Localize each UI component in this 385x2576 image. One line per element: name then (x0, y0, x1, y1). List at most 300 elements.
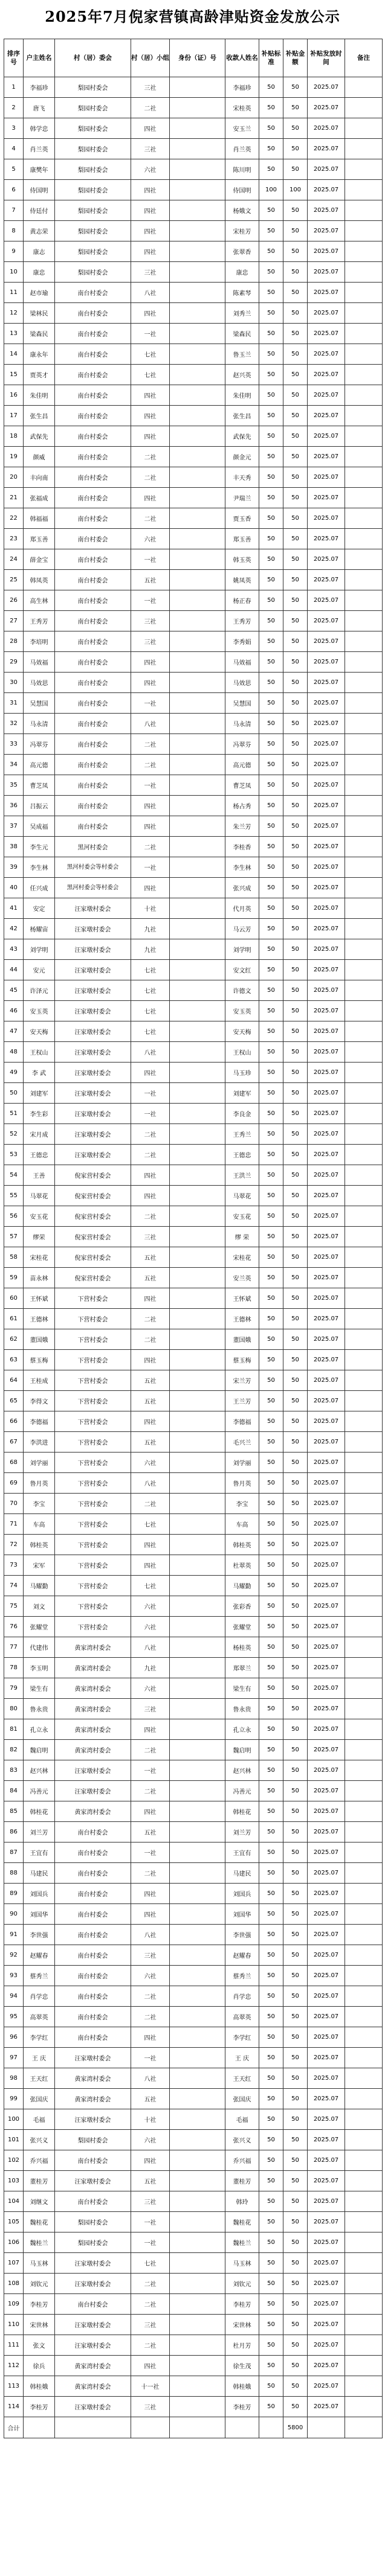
table-row (4, 837, 383, 857)
subsidy-amount: 50 (283, 344, 308, 365)
payee: 刘国兵 (225, 1884, 259, 1904)
col-village-group-header: 村（居）小组 (131, 39, 170, 77)
row-index: 44 (4, 960, 24, 980)
row-index: 15 (4, 365, 24, 385)
subsidy-standard: 50 (259, 1370, 283, 1391)
subsidy-standard: 50 (259, 1966, 283, 1986)
payee: 董国娥 (225, 1329, 259, 1350)
table-row (4, 406, 383, 426)
id-number (170, 919, 225, 939)
remark (345, 1658, 383, 1678)
id-number (170, 1473, 225, 1494)
village-group: 二社 (131, 1863, 170, 1884)
subsidy-standard: 50 (259, 1473, 283, 1494)
payee: 毛福 (225, 2109, 259, 2130)
subsidy-standard: 50 (259, 344, 283, 365)
village-committee: 梨园村委会 (55, 98, 131, 118)
id-number (170, 118, 225, 139)
subsidy-amount: 50 (283, 2048, 308, 2068)
village-group: 七社 (131, 980, 170, 1001)
remark (345, 200, 383, 221)
id-number (170, 1801, 225, 1822)
row-index: 79 (4, 1678, 24, 1699)
table-row (4, 631, 383, 652)
household-head: 高元德 (24, 755, 55, 775)
payee: 魏桂花 (225, 2212, 259, 2232)
id-number (170, 344, 225, 365)
village-group: 二社 (131, 2294, 170, 2315)
household-head: 马建民 (24, 1863, 55, 1884)
row-index: 65 (4, 1391, 24, 1411)
id-number (170, 1042, 225, 1063)
remark (345, 1227, 383, 1247)
payee: 马建民 (225, 1863, 259, 1884)
table-row (4, 1473, 383, 1494)
village-group: 五社 (131, 2089, 170, 2109)
id-number (170, 200, 225, 221)
village-group: 三社 (131, 77, 170, 98)
payee: 赵兴英 (225, 365, 259, 385)
total-label: 合计 (4, 2417, 24, 2438)
row-index: 21 (4, 488, 24, 508)
pay-time: 2025.07 (308, 344, 345, 365)
table-row (4, 611, 383, 631)
village-group: 四社 (131, 303, 170, 324)
remark (345, 1309, 383, 1329)
subsidy-standard: 50 (259, 1021, 283, 1042)
village-committee: 汪家墩村委会 (55, 1042, 131, 1063)
subsidy-standard: 50 (259, 262, 283, 283)
payee: 李秀娟 (225, 631, 259, 652)
subsidy-amount: 50 (283, 1021, 308, 1042)
remark (345, 631, 383, 652)
subsidy-standard: 50 (259, 837, 283, 857)
remark (345, 1104, 383, 1124)
subsidy-amount: 50 (283, 1329, 308, 1350)
remark (345, 1021, 383, 1042)
household-head: 曹芝凤 (24, 775, 55, 796)
village-committee: 下营村委会 (55, 1494, 131, 1514)
payee: 宋世林 (225, 2315, 259, 2335)
table-row (4, 1432, 383, 1453)
subsidy-standard: 50 (259, 2253, 283, 2274)
village-group: 一社 (131, 1843, 170, 1863)
row-index: 47 (4, 1021, 24, 1042)
id-number (170, 693, 225, 714)
table-row (4, 2335, 383, 2356)
id-number (170, 1884, 225, 1904)
row-index: 14 (4, 344, 24, 365)
id-number (170, 426, 225, 447)
row-index: 68 (4, 1453, 24, 1473)
village-group: 三社 (131, 2397, 170, 2417)
village-group: 九社 (131, 1658, 170, 1678)
row-index: 111 (4, 2335, 24, 2356)
pay-time: 2025.07 (308, 1206, 345, 1227)
remark (345, 1391, 383, 1411)
household-head: 刘国兵 (24, 1884, 55, 1904)
remark (345, 1370, 383, 1391)
id-number (170, 529, 225, 549)
row-index: 32 (4, 714, 24, 734)
subsidy-standard: 50 (259, 303, 283, 324)
village-committee: 梨园村委会 (55, 241, 131, 262)
subsidy-amount: 50 (283, 1699, 308, 1719)
id-number (170, 1104, 225, 1124)
pay-time: 2025.07 (308, 1124, 345, 1145)
payee: 姚凤英 (225, 570, 259, 590)
table-row (4, 1042, 383, 1063)
payee: 宋兰芳 (225, 1370, 259, 1391)
id-number (170, 980, 225, 1001)
village-group: 二社 (131, 2274, 170, 2294)
remark (345, 529, 383, 549)
household-head: 康志 (24, 241, 55, 262)
id-number (170, 1063, 225, 1083)
table-row (4, 1863, 383, 1884)
payee: 王秀芳 (225, 611, 259, 631)
household-head: 梁森民 (24, 324, 55, 344)
village-committee: 梨园村委会 (55, 221, 131, 241)
table-row (4, 180, 383, 200)
id-number (170, 1206, 225, 1227)
table-row (4, 2315, 383, 2335)
village-group: 二社 (131, 1494, 170, 1514)
remark (345, 98, 383, 118)
village-group: 七社 (131, 960, 170, 980)
village-group: 四社 (131, 1165, 170, 1186)
village-group: 四社 (131, 221, 170, 241)
subsidy-amount: 50 (283, 385, 308, 406)
row-index: 36 (4, 796, 24, 816)
household-head: 宋军 (24, 1555, 55, 1576)
village-committee: 下营村委会 (55, 1576, 131, 1596)
remark (345, 2253, 383, 2274)
village-committee: 黄家湾村委会 (55, 2068, 131, 2089)
remark (345, 426, 383, 447)
table-row (4, 1535, 383, 1555)
village-committee: 南台村委会 (55, 1843, 131, 1863)
remark (345, 262, 383, 283)
payee: 刘秀兰 (225, 303, 259, 324)
payee: 李桂芳 (225, 2294, 259, 2315)
subsidy-standard: 50 (259, 980, 283, 1001)
pay-time: 2025.07 (308, 980, 345, 1001)
table-row (4, 1268, 383, 1288)
subsidy-amount: 50 (283, 1617, 308, 1637)
row-index: 100 (4, 2109, 24, 2130)
subsidy-amount: 50 (283, 837, 308, 857)
payee: 马玉林 (225, 2253, 259, 2274)
id-number (170, 2007, 225, 2027)
remark (345, 2007, 383, 2027)
household-head: 吕振云 (24, 796, 55, 816)
payee: 鲁玉兰 (225, 344, 259, 365)
id-number (170, 549, 225, 570)
payee: 安兰英 (225, 1268, 259, 1288)
subsidy-standard: 50 (259, 2315, 283, 2335)
payee: 魏启明 (225, 1740, 259, 1760)
subsidy-standard: 50 (259, 2376, 283, 2397)
subsidy-amount: 50 (283, 1124, 308, 1145)
household-head: 蔡玉梅 (24, 1350, 55, 1370)
village-committee: 南台村委会 (55, 714, 131, 734)
payee: 车高 (225, 1514, 259, 1535)
remark (345, 837, 383, 857)
subsidy-amount: 50 (283, 1719, 308, 1740)
subsidy-standard: 50 (259, 1781, 283, 1801)
id-number (170, 2253, 225, 2274)
subsidy-standard: 50 (259, 1432, 283, 1453)
table-footer (4, 2417, 383, 2438)
remark (345, 2397, 383, 2417)
pay-time: 2025.07 (308, 2356, 345, 2376)
village-committee: 黑河村委会 (55, 837, 131, 857)
subsidy-amount: 50 (283, 2007, 308, 2027)
subsidy-standard: 50 (259, 1535, 283, 1555)
pay-time: 2025.07 (308, 1576, 345, 1596)
household-head: 刘学明 (24, 939, 55, 960)
payee: 李德福 (225, 1411, 259, 1432)
row-index: 73 (4, 1555, 24, 1576)
remark (345, 1822, 383, 1843)
subsidy-standard: 50 (259, 1555, 283, 1576)
id-number (170, 1329, 225, 1350)
remark (345, 1884, 383, 1904)
payee: 魏桂兰 (225, 2232, 259, 2253)
table-row (4, 734, 383, 755)
subsidy-standard: 50 (259, 939, 283, 960)
subsidy-amount: 50 (283, 1535, 308, 1555)
remark (345, 467, 383, 488)
village-committee: 黄家湾村委会 (55, 1658, 131, 1678)
row-index: 52 (4, 1124, 24, 1145)
subsidy-standard: 50 (259, 488, 283, 508)
pay-time: 2025.07 (308, 2315, 345, 2335)
id-number (170, 652, 225, 673)
id-number (170, 2212, 225, 2232)
village-committee: 下营村委会 (55, 1514, 131, 1535)
village-committee: 南台村委会 (55, 385, 131, 406)
id-number (170, 878, 225, 898)
row-index: 60 (4, 1288, 24, 1309)
subsidy-amount: 50 (283, 939, 308, 960)
pay-time: 2025.07 (308, 365, 345, 385)
subsidy-amount: 50 (283, 2027, 308, 2048)
village-committee: 黄家湾村委会 (55, 1637, 131, 1658)
village-group: 五社 (131, 1370, 170, 1391)
household-head: 赵兴林 (24, 1760, 55, 1781)
row-index: 31 (4, 693, 24, 714)
pay-time: 2025.07 (308, 1637, 345, 1658)
household-head: 李桂芳 (24, 2397, 55, 2417)
row-index: 58 (4, 1247, 24, 1268)
household-head: 董国娥 (24, 1329, 55, 1350)
payee: 肖兰英 (225, 139, 259, 159)
remark (345, 1247, 383, 1268)
subsidy-amount: 50 (283, 2068, 308, 2089)
table-row (4, 139, 383, 159)
village-committee: 南台村委会 (55, 365, 131, 385)
payee: 宋桂英 (225, 98, 259, 118)
table-row (4, 2212, 383, 2232)
col-household-head-header: 户主姓名 (24, 39, 55, 77)
remark (345, 2150, 383, 2171)
payee: 马玉珍 (225, 1063, 259, 1083)
pay-time: 2025.07 (308, 1494, 345, 1514)
table-row (4, 755, 383, 775)
remark (345, 1576, 383, 1596)
payee: 曹芝凤 (225, 775, 259, 796)
household-head: 魏桂花 (24, 2212, 55, 2232)
payee: 李良金 (225, 1104, 259, 1124)
remark (345, 221, 383, 241)
id-number (170, 1535, 225, 1555)
id-number (170, 2274, 225, 2294)
village-group: 六社 (131, 1596, 170, 1617)
remark (345, 2068, 383, 2089)
subsidy-amount: 50 (283, 775, 308, 796)
village-committee: 南台村委会 (55, 590, 131, 611)
subsidy-standard: 50 (259, 2007, 283, 2027)
remark (345, 2212, 383, 2232)
subsidy-amount: 50 (283, 426, 308, 447)
household-head: 韩福福 (24, 508, 55, 529)
pay-time: 2025.07 (308, 139, 345, 159)
subsidy-amount: 50 (283, 2315, 308, 2335)
household-head: 侍廷付 (24, 200, 55, 221)
row-index: 26 (4, 590, 24, 611)
subsidy-amount: 50 (283, 303, 308, 324)
village-group: 三社 (131, 1945, 170, 1966)
payee: 杜月芳 (225, 2335, 259, 2356)
table-row (4, 1986, 383, 2007)
household-head: 刘建军 (24, 1083, 55, 1104)
row-index: 7 (4, 200, 24, 221)
subsidy-standard: 50 (259, 508, 283, 529)
village-committee: 黄家湾村委会 (55, 2376, 131, 2397)
pay-time: 2025.07 (308, 2191, 345, 2212)
subsidy-amount: 50 (283, 796, 308, 816)
id-number (170, 221, 225, 241)
pay-time: 2025.07 (308, 1740, 345, 1760)
village-committee: 黑河村委会等村委会 (55, 878, 131, 898)
table-row (4, 1309, 383, 1329)
village-committee: 黄家湾村委会 (55, 2089, 131, 2109)
table-row (4, 200, 383, 221)
pay-time: 2025.07 (308, 159, 345, 180)
pay-time: 2025.07 (308, 467, 345, 488)
village-committee: 下营村委会 (55, 1391, 131, 1411)
subsidy-amount: 50 (283, 693, 308, 714)
remark (345, 570, 383, 590)
remark (345, 1350, 383, 1370)
table-row (4, 488, 383, 508)
subsidy-standard: 50 (259, 98, 283, 118)
pay-time: 2025.07 (308, 98, 345, 118)
col-standard-header: 补贴标准 (259, 39, 283, 77)
payee: 马永清 (225, 714, 259, 734)
subsidy-amount: 50 (283, 611, 308, 631)
subsidy-standard: 50 (259, 796, 283, 816)
household-head: 丰向南 (24, 467, 55, 488)
row-index: 57 (4, 1227, 24, 1247)
village-committee: 南台村委会 (55, 2007, 131, 2027)
remark (345, 816, 383, 837)
subsidy-amount: 50 (283, 1411, 308, 1432)
remark (345, 1288, 383, 1309)
village-committee: 汪家墩村委会 (55, 2253, 131, 2274)
pay-time: 2025.07 (308, 180, 345, 200)
pay-time: 2025.07 (308, 652, 345, 673)
subsidy-standard: 50 (259, 2130, 283, 2150)
village-committee: 梨园村委会 (55, 200, 131, 221)
payee: 冯翠芬 (225, 734, 259, 755)
village-group: 七社 (131, 1001, 170, 1021)
household-head: 张耀堂 (24, 1617, 55, 1637)
subsidy-standard: 50 (259, 2150, 283, 2171)
pay-time: 2025.07 (308, 1617, 345, 1637)
id-number (170, 1658, 225, 1678)
row-index: 4 (4, 139, 24, 159)
payee: 赵耀春 (225, 1945, 259, 1966)
village-committee: 南台村委会 (55, 1904, 131, 1925)
row-index: 81 (4, 1719, 24, 1740)
subsidy-standard: 50 (259, 529, 283, 549)
row-index: 18 (4, 426, 24, 447)
row-index: 113 (4, 2376, 24, 2397)
pay-time: 2025.07 (308, 1411, 345, 1432)
payee: 王权山 (225, 1042, 259, 1063)
pay-time: 2025.07 (308, 570, 345, 590)
payee: 张耀堂 (225, 1617, 259, 1637)
row-index: 82 (4, 1740, 24, 1760)
village-group: 二社 (131, 1309, 170, 1329)
id-number (170, 385, 225, 406)
subsidy-amount: 50 (283, 2089, 308, 2109)
village-group: 三社 (131, 2315, 170, 2335)
payee: 马耀勤 (225, 1576, 259, 1596)
row-index: 108 (4, 2274, 24, 2294)
village-group: 六社 (131, 1453, 170, 1473)
id-number (170, 1822, 225, 1843)
pay-time: 2025.07 (308, 1329, 345, 1350)
total-amount: 5800 (283, 2417, 308, 2438)
subsidy-amount: 50 (283, 898, 308, 919)
table-row (4, 1740, 383, 1760)
remark (345, 1514, 383, 1535)
row-index: 86 (4, 1822, 24, 1843)
remark (345, 1904, 383, 1925)
village-group: 三社 (131, 139, 170, 159)
payee: 王德林 (225, 1309, 259, 1329)
row-index: 38 (4, 837, 24, 857)
payee: 王 庆 (225, 2048, 259, 2068)
id-number (170, 1124, 225, 1145)
household-head: 吴慧国 (24, 693, 55, 714)
subsidy-standard: 50 (259, 1453, 283, 1473)
payee: 韩桂娥 (225, 2376, 259, 2397)
village-group: 四社 (131, 1884, 170, 1904)
village-group: 一社 (131, 2212, 170, 2232)
village-group: 四社 (131, 2356, 170, 2376)
subsidy-amount: 50 (283, 2376, 308, 2397)
subsidy-standard: 50 (259, 898, 283, 919)
remark (345, 611, 383, 631)
village-group: 十社 (131, 2109, 170, 2130)
row-index: 88 (4, 1863, 24, 1884)
subsidy-standard: 50 (259, 1063, 283, 1083)
